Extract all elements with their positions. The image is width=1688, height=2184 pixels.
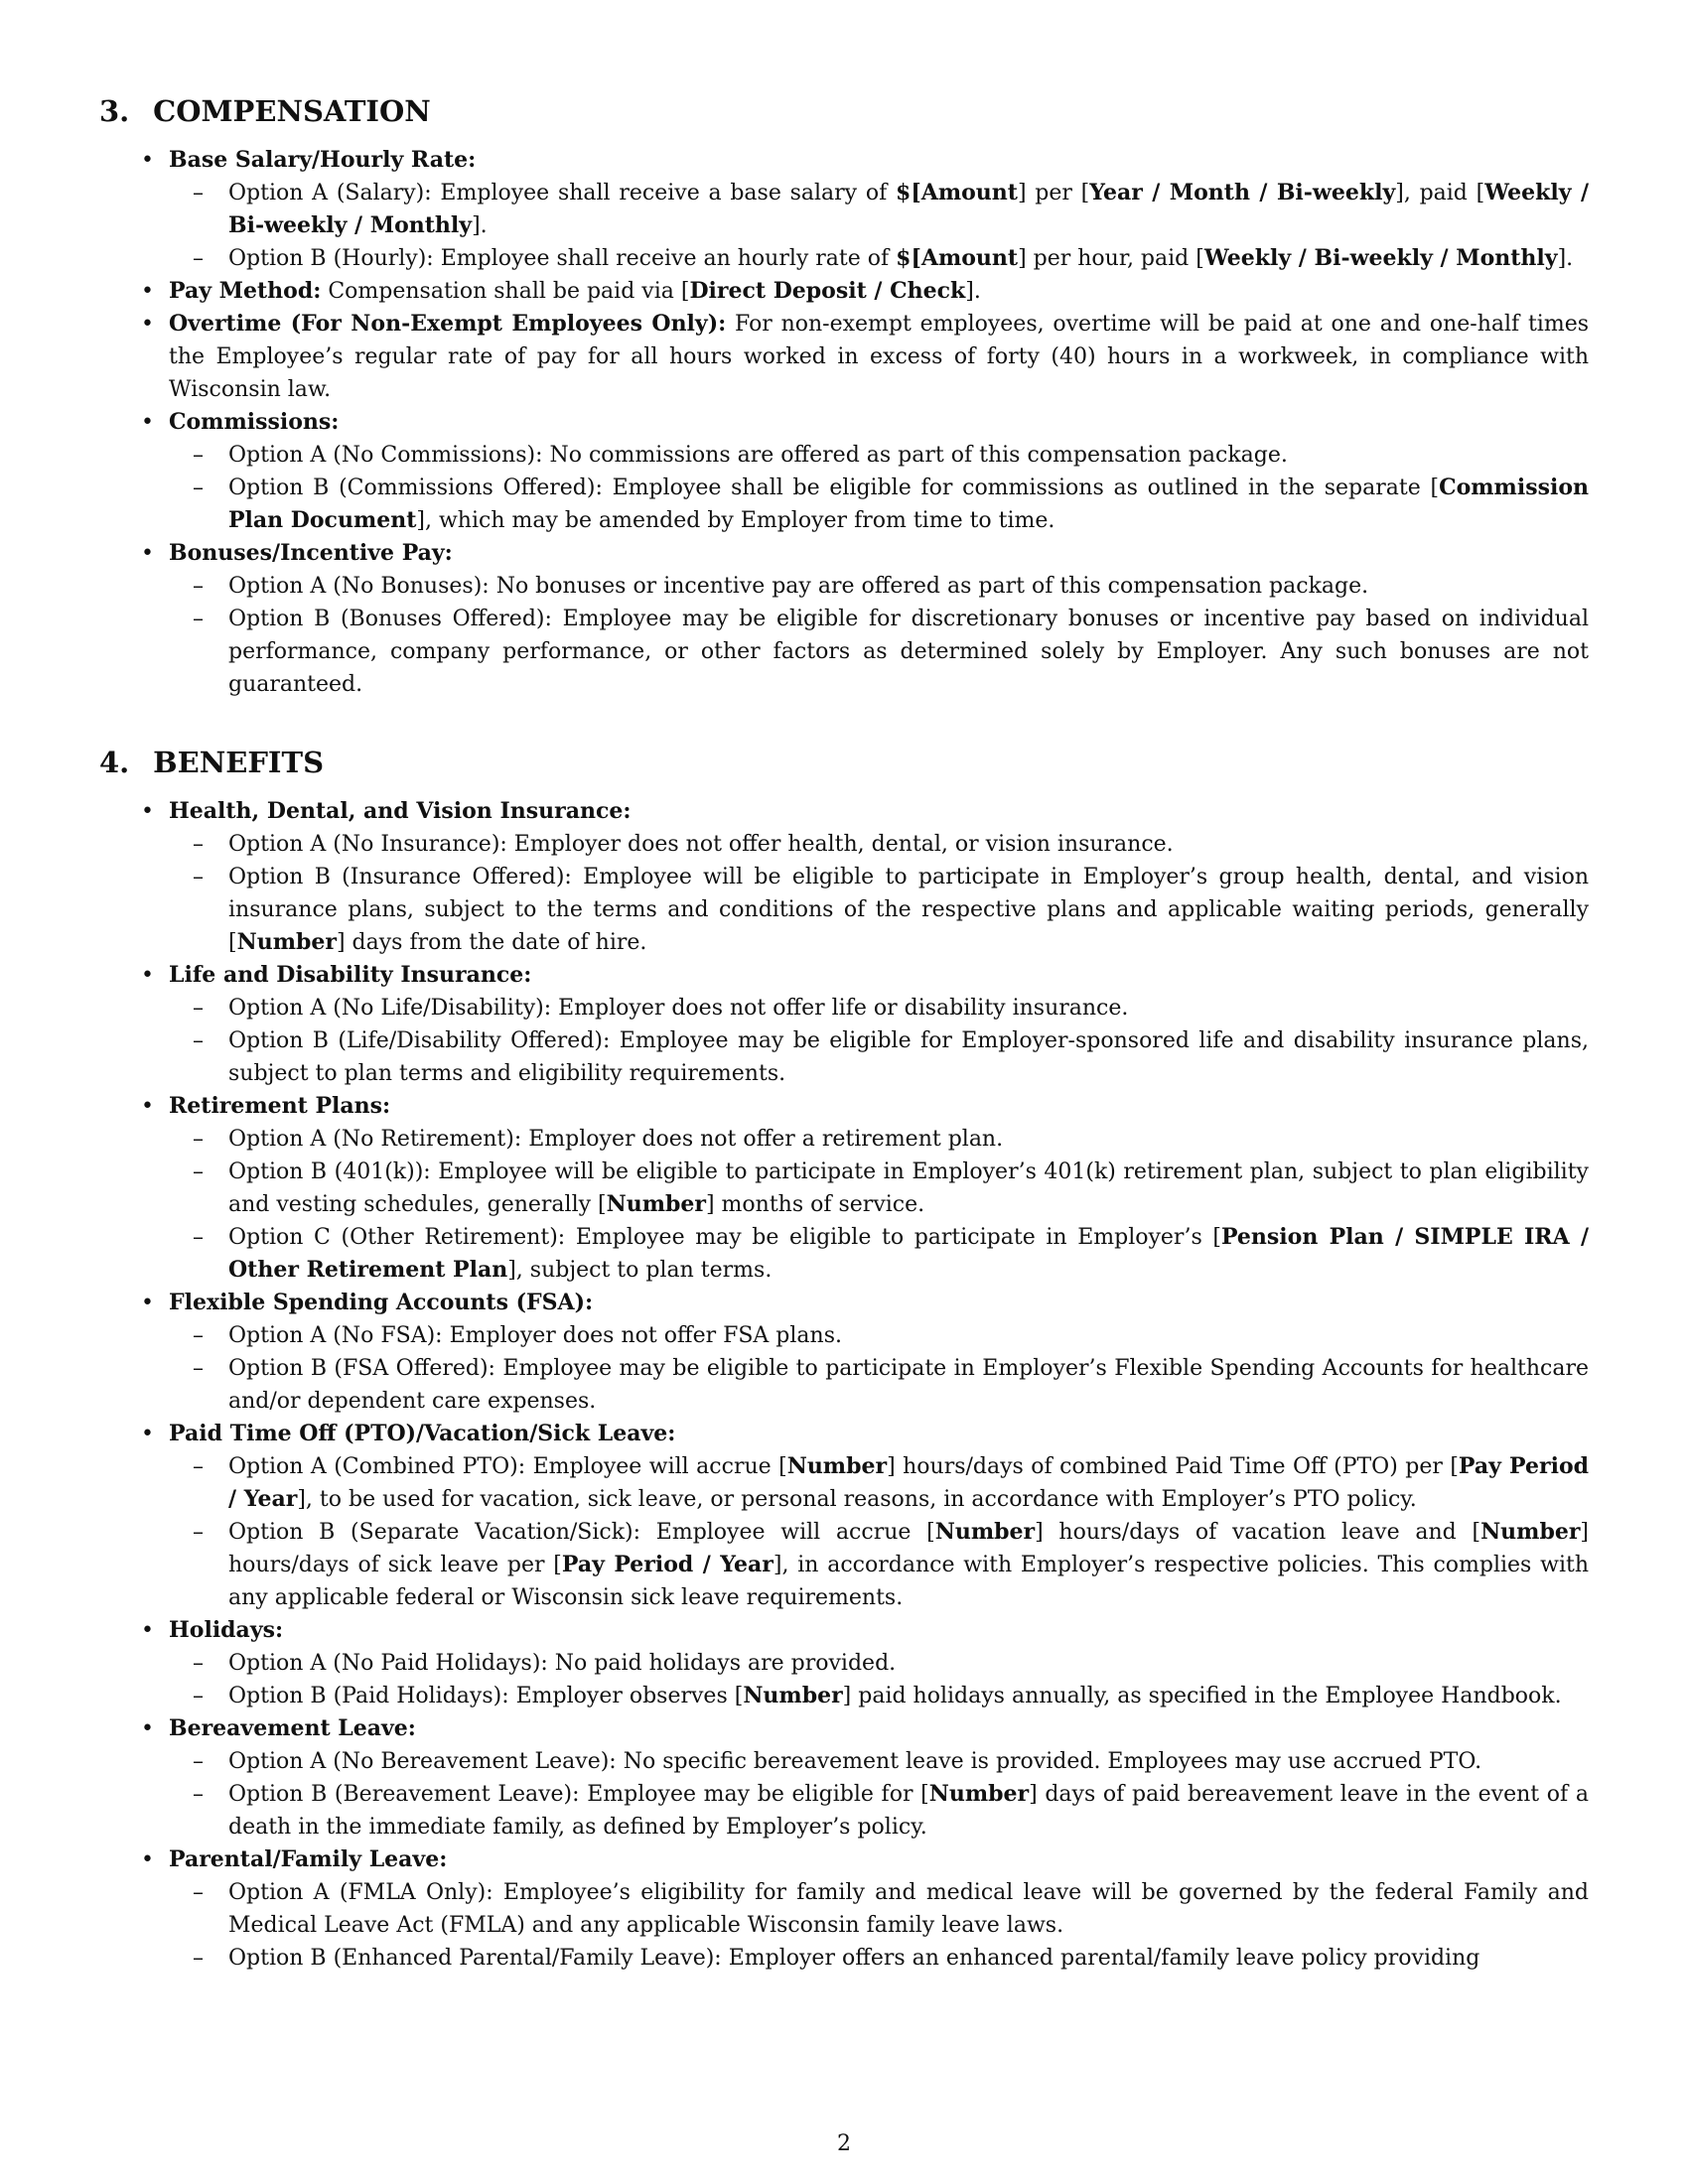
option-item: – Option B (Commissions Offered): Employee shall be eligible for commissions as outlined in the separate [Commission Plan Document], which may be amended by Employer from time to time. <box>228 472 1589 537</box>
option-item: – Option B (Bereavement Leave): Employee may be eligible for [Number] days of paid bereavement leave in the event of a death in the immediate family, as defined by Employer’s policy. <box>228 1778 1589 1843</box>
section-title: BENEFITS <box>153 746 325 779</box>
item-bonuses <box>169 537 1589 701</box>
option-item: – Option A (No Paid Holidays): No paid holidays are provided. <box>228 1647 1589 1680</box>
option-item: – Option A (No Life/Disability): Employer does not offer life or disability insurance. <box>228 992 1589 1024</box>
item-label: Base Salary/Hourly Rate: <box>169 147 477 173</box>
option-item: – Option B (401(k)): Employee will be eligible to participate in Employer’s 401(k) retirement plan, subject to plan eligibility and vesting schedules, generally [Number] months of service. <box>228 1156 1589 1221</box>
option-item: – Option A (Combined PTO): Employee will accrue [Number] hours/days of combined Paid Time Off (PTO) per [Pay Period / Year], to be used for vacation, sick leave, or personal reasons, in accordance with Employer’s PTO policy. <box>228 1450 1589 1516</box>
item-pay-method: • Pay Method: Compensation shall be paid via [Direct Deposit / Check]. <box>169 275 1589 308</box>
option-list <box>169 1647 1589 1712</box>
section-heading <box>99 743 1589 782</box>
item-retirement <box>169 1090 1589 1287</box>
document-page <box>99 91 1589 1975</box>
option-item: – Option B (Life/Disability Offered): Employee may be eligible for Employer-sponsored life and disability insurance plans, subject to plan terms and eligibility requirements. <box>228 1024 1589 1090</box>
item-base-salary <box>169 144 1589 275</box>
item-label: Parental/Family Leave: <box>169 1846 448 1872</box>
section-number: 4. <box>99 746 130 779</box>
option-item: – Option B (Hourly): Employee shall receive an hourly rate of $[Amount] per hour, paid [Weekly / Bi-weekly / Monthly]. <box>228 242 1589 275</box>
item-bereavement <box>169 1712 1589 1843</box>
item-label: Holidays: <box>169 1617 284 1643</box>
option-item: – Option B (Insurance Offered): Employee will be eligible to participate in Employer’s group health, dental, and vision insurance plans, subject to the terms and conditions of the respective plans and applicable waiting periods, generally [Number] days from the date of hire. <box>228 861 1589 959</box>
item-list <box>99 795 1589 1975</box>
item-label: Bereavement Leave: <box>169 1715 416 1741</box>
item-label: Life and Disability Insurance: <box>169 962 532 988</box>
option-item: – Option A (No Bereavement Leave): No specific bereavement leave is provided. Employees may use accrued PTO. <box>228 1745 1589 1778</box>
section-heading <box>99 91 1589 131</box>
item-label: Health, Dental, and Vision Insurance: <box>169 798 632 824</box>
item-label: Flexible Spending Accounts (FSA): <box>169 1290 594 1315</box>
item-list <box>99 144 1589 701</box>
option-item: – Option A (Salary): Employee shall receive a base salary of $[Amount] per [Year / Month / Bi-weekly], paid [Weekly / Bi-weekly / Monthly]. <box>228 177 1589 242</box>
option-list <box>169 177 1589 275</box>
option-item: – Option C (Other Retirement): Employee may be eligible to participate in Employer’s [Pension Plan / SIMPLE IRA / Other Retirement Plan], subject to plan terms. <box>228 1221 1589 1287</box>
option-list <box>169 570 1589 701</box>
item-parental-leave <box>169 1843 1589 1975</box>
option-list <box>169 828 1589 959</box>
option-item: – Option A (No Retirement): Employer does not offer a retirement plan. <box>228 1123 1589 1156</box>
option-item: – Option B (Bonuses Offered): Employee may be eligible for discretionary bonuses or incentive pay based on individual performance, company performance, or other factors as determined solely by Employer. Any such bonuses are not guaranteed. <box>228 603 1589 701</box>
option-item: – Option B (Separate Vacation/Sick): Employee will accrue [Number] hours/days of vacation leave and [Number] hours/days of sick leave per [Pay Period / Year], in accordance with Employer’s respective policies. This complies with any applicable federal or Wisconsin sick leave requirements. <box>228 1516 1589 1614</box>
option-item: – Option B (Paid Holidays): Employer observes [Number] paid holidays annually, as specified in the Employee Handbook. <box>228 1680 1589 1712</box>
item-holidays <box>169 1614 1589 1712</box>
section-title: COMPENSATION <box>153 94 431 128</box>
option-item: – Option A (No Insurance): Employer does not offer health, dental, or vision insurance. <box>228 828 1589 861</box>
option-item: – Option A (No FSA): Employer does not offer FSA plans. <box>228 1319 1589 1352</box>
section-number: 3. <box>99 94 130 128</box>
option-list <box>169 1745 1589 1843</box>
option-item: – Option A (No Commissions): No commissions are offered as part of this compensation package. <box>228 439 1589 472</box>
item-commissions <box>169 406 1589 537</box>
section-benefits <box>99 743 1589 1975</box>
item-label: Bonuses/Incentive Pay: <box>169 540 453 566</box>
item-label: Paid Time Off (PTO)/Vacation/Sick Leave: <box>169 1421 676 1446</box>
section-compensation <box>99 91 1589 701</box>
option-list <box>169 1450 1589 1614</box>
item-label: Overtime (For Non-Exempt Employees Only): <box>169 311 727 337</box>
option-list <box>169 439 1589 537</box>
option-list <box>169 1123 1589 1287</box>
option-item: – Option B (FSA Offered): Employee may be eligible to participate in Employer’s Flexible Spending Accounts for healthcare and/or dependent care expenses. <box>228 1352 1589 1418</box>
option-list <box>169 1319 1589 1418</box>
item-pto <box>169 1418 1589 1614</box>
option-list <box>169 1876 1589 1975</box>
item-overtime: • Overtime (For Non-Exempt Employees Only): For non-exempt employees, overtime will be paid at one and one-half times the Employee’s regular rate of pay for all hours worked in excess of forty (40) hours in a workweek, in compliance with Wisconsin law. <box>169 308 1589 406</box>
page-number: 2 <box>837 2131 851 2156</box>
option-list <box>169 992 1589 1090</box>
item-label: Pay Method: <box>169 278 322 304</box>
option-item: – Option A (No Bonuses): No bonuses or incentive pay are offered as part of this compensation package. <box>228 570 1589 603</box>
item-health-insurance <box>169 795 1589 959</box>
item-label: Commissions: <box>169 409 340 435</box>
option-item: – Option B (Enhanced Parental/Family Leave): Employer offers an enhanced parental/family leave policy providing <box>228 1942 1589 1975</box>
item-life-disability <box>169 959 1589 1090</box>
item-label: Retirement Plans: <box>169 1093 391 1119</box>
option-item: – Option A (FMLA Only): Employee’s eligibility for family and medical leave will be governed by the federal Family and Medical Leave Act (FMLA) and any applicable Wisconsin family leave laws. <box>228 1876 1589 1942</box>
item-fsa <box>169 1287 1589 1418</box>
